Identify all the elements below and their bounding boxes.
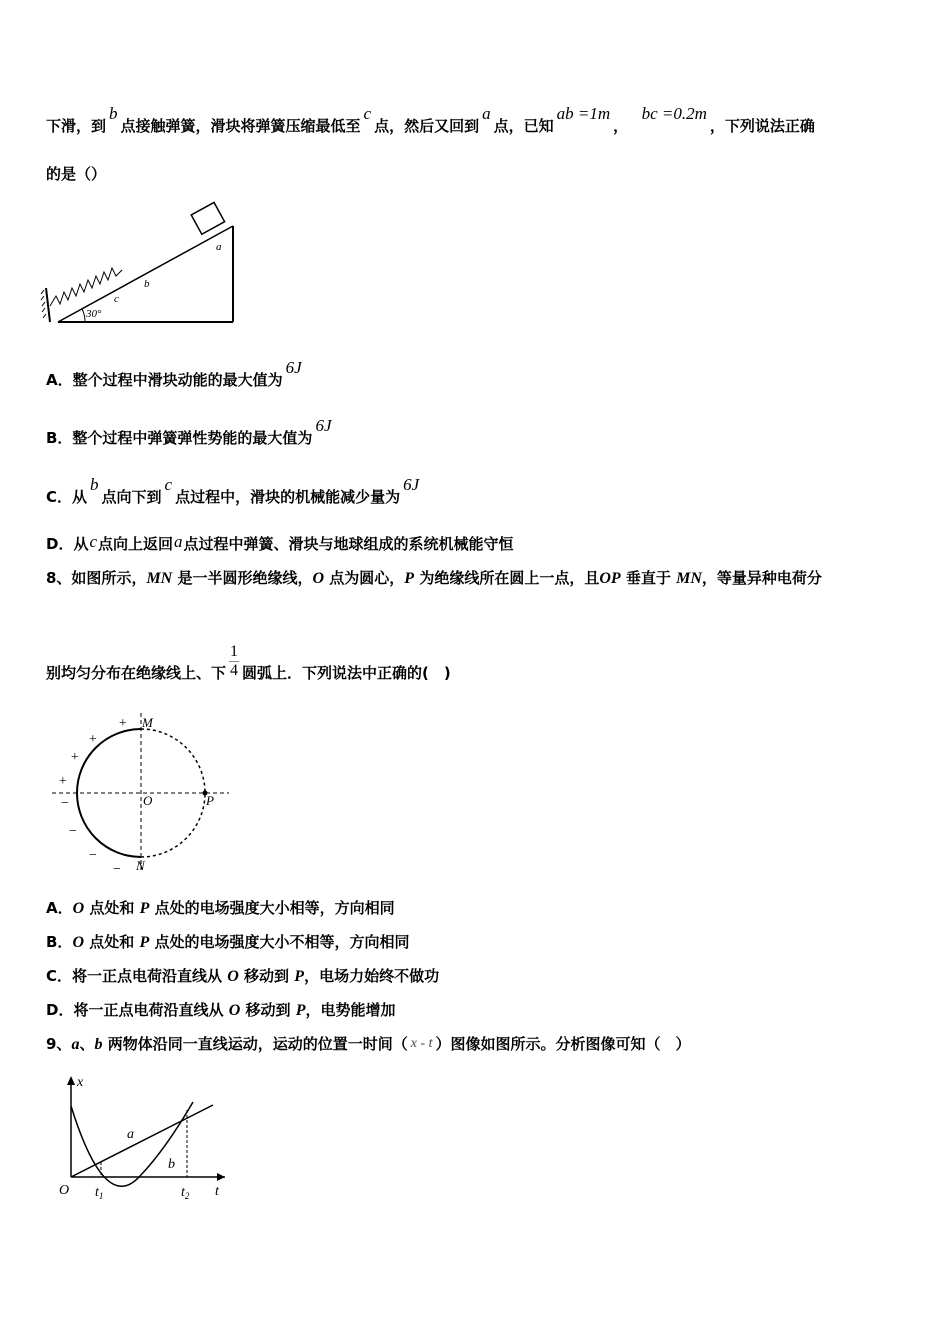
q8-stem-line2	[46, 643, 451, 692]
q7-option-c	[46, 475, 422, 507]
math: P	[295, 1002, 306, 1019]
math: O	[312, 570, 325, 587]
text: ，电场力始终不做功	[304, 967, 440, 985]
math: 6J	[315, 416, 332, 435]
math: P	[139, 934, 150, 951]
text: 9、	[46, 1035, 72, 1053]
text: 点处和	[89, 899, 135, 917]
text: 为绝缘线所在圆上一点，且	[419, 569, 600, 587]
text: 点处的电场强度大小不相等，方向相同	[154, 933, 410, 951]
incline-figure	[40, 200, 240, 330]
text: 点，然后又回到	[374, 117, 480, 135]
text: 下滑，到	[46, 117, 107, 135]
math: 6J	[285, 358, 302, 377]
math: a	[174, 532, 183, 551]
text: 圆弧上．下列说法中正确的( )	[242, 664, 451, 682]
minus-charge: −	[60, 796, 70, 811]
fraction-one-quarter	[229, 643, 239, 680]
point-a-label: a	[216, 241, 222, 253]
math: c	[164, 475, 173, 494]
text: 两物体沿同一直线运动，运动的位置一时间（	[107, 1035, 408, 1053]
math: b	[90, 475, 99, 494]
text: A．	[46, 899, 73, 917]
math-bc: bc =0.2m	[641, 104, 707, 123]
text: B．整个过程中弹簧弹性势能的最大值为	[46, 429, 313, 447]
q8-stem-line1	[46, 568, 822, 589]
text: ，电势能增加	[305, 1001, 396, 1019]
math: OP	[599, 570, 621, 587]
text: 点为圆心，	[329, 569, 405, 587]
text: A．整个过程中滑块动能的最大值为	[46, 371, 283, 389]
math: x - t	[410, 1036, 433, 1051]
text: 8、如图所示，	[46, 569, 147, 587]
point-o-label: O	[143, 793, 153, 808]
q7-option-b	[46, 416, 334, 448]
math: MN	[146, 570, 173, 587]
text: D．从	[46, 535, 89, 553]
point-b-label: b	[144, 278, 150, 290]
math: a	[71, 1036, 80, 1053]
text: ，	[613, 117, 629, 135]
text: 移动到	[244, 967, 290, 985]
math: 6J	[403, 475, 420, 494]
minus-charge: −	[112, 862, 122, 875]
semicircle-figure	[44, 705, 244, 875]
math: P	[404, 570, 415, 587]
point-m-label: M	[142, 715, 153, 730]
q8-option-c	[46, 966, 439, 987]
xt-graph-figure	[55, 1070, 235, 1210]
q9-stem	[46, 1034, 690, 1056]
plus-charge: +	[58, 774, 68, 789]
text: 别均匀分布在绝缘线上、下	[46, 664, 227, 682]
math: O	[227, 968, 239, 985]
point-n-label: N	[136, 858, 145, 873]
math: c	[89, 532, 97, 551]
text: 点接触弹簧，滑块将弹簧压缩最低至	[120, 117, 361, 135]
text: 是一半圆形绝缘线，	[177, 569, 313, 587]
minus-charge: −	[88, 848, 98, 863]
math-c: c	[363, 104, 372, 123]
text: 点向上返回	[98, 535, 174, 553]
plus-charge: +	[70, 750, 80, 765]
text: 点过程中，滑块的机械能减少量为	[175, 488, 401, 506]
text: 点，已知	[493, 117, 554, 135]
q7-stem-line2: 的是（）	[46, 165, 107, 183]
plus-charge: +	[88, 732, 98, 747]
angle-label: 30°	[86, 308, 102, 320]
text: 、	[79, 1035, 95, 1053]
t2-label: $t_2$	[181, 1185, 190, 1201]
line-a-label: a	[127, 1127, 134, 1142]
math: O	[72, 934, 84, 951]
q8-option-b	[46, 932, 410, 953]
text: 垂直于	[625, 569, 671, 587]
q8-option-d	[46, 1000, 396, 1021]
q8-option-a	[46, 898, 395, 919]
origin-label: O	[59, 1183, 70, 1198]
text: 点向下到	[101, 488, 162, 506]
t1-label: $t_1$	[95, 1185, 104, 1201]
q7-option-d	[46, 534, 514, 554]
math: O	[228, 1002, 241, 1019]
math: O	[72, 900, 85, 917]
q7-stem-line1	[46, 104, 815, 136]
text: 移动到	[245, 1001, 291, 1019]
math-b: b	[109, 104, 118, 123]
minus-charge: −	[68, 824, 78, 839]
text: ）图像如图所示。分析图像可知（ ）	[435, 1035, 691, 1053]
denominator: 4	[230, 662, 239, 679]
text: 点过程中弹簧、滑块与地球组成的系统机械能守恒	[183, 535, 514, 553]
point-c-label: c	[114, 293, 119, 305]
text: C．将一正点电荷沿直线从	[46, 967, 223, 985]
curve-b-label: b	[168, 1157, 175, 1172]
point-p-label: P	[206, 793, 214, 808]
math: MN	[676, 570, 702, 587]
numerator: 1	[230, 643, 239, 660]
text: C．从	[46, 488, 88, 506]
text: ，等量异种电荷分	[701, 569, 822, 587]
text: ，下列说法正确	[709, 117, 815, 135]
plus-charge: +	[118, 716, 128, 731]
math: P	[139, 900, 150, 917]
text: 点处的电场强度大小相等，方向相同	[154, 899, 395, 917]
math-ab: ab =1m	[556, 104, 611, 123]
text: 点处和	[89, 933, 135, 951]
text: D．将一正点电荷沿直线从	[46, 1001, 224, 1019]
x-axis-label: x	[77, 1075, 84, 1090]
math: P	[294, 968, 305, 985]
q7-option-a	[46, 358, 305, 390]
t-axis-label: t	[215, 1184, 219, 1199]
math-a: a	[482, 104, 491, 123]
math: b	[94, 1036, 103, 1053]
text: B．	[46, 933, 73, 951]
